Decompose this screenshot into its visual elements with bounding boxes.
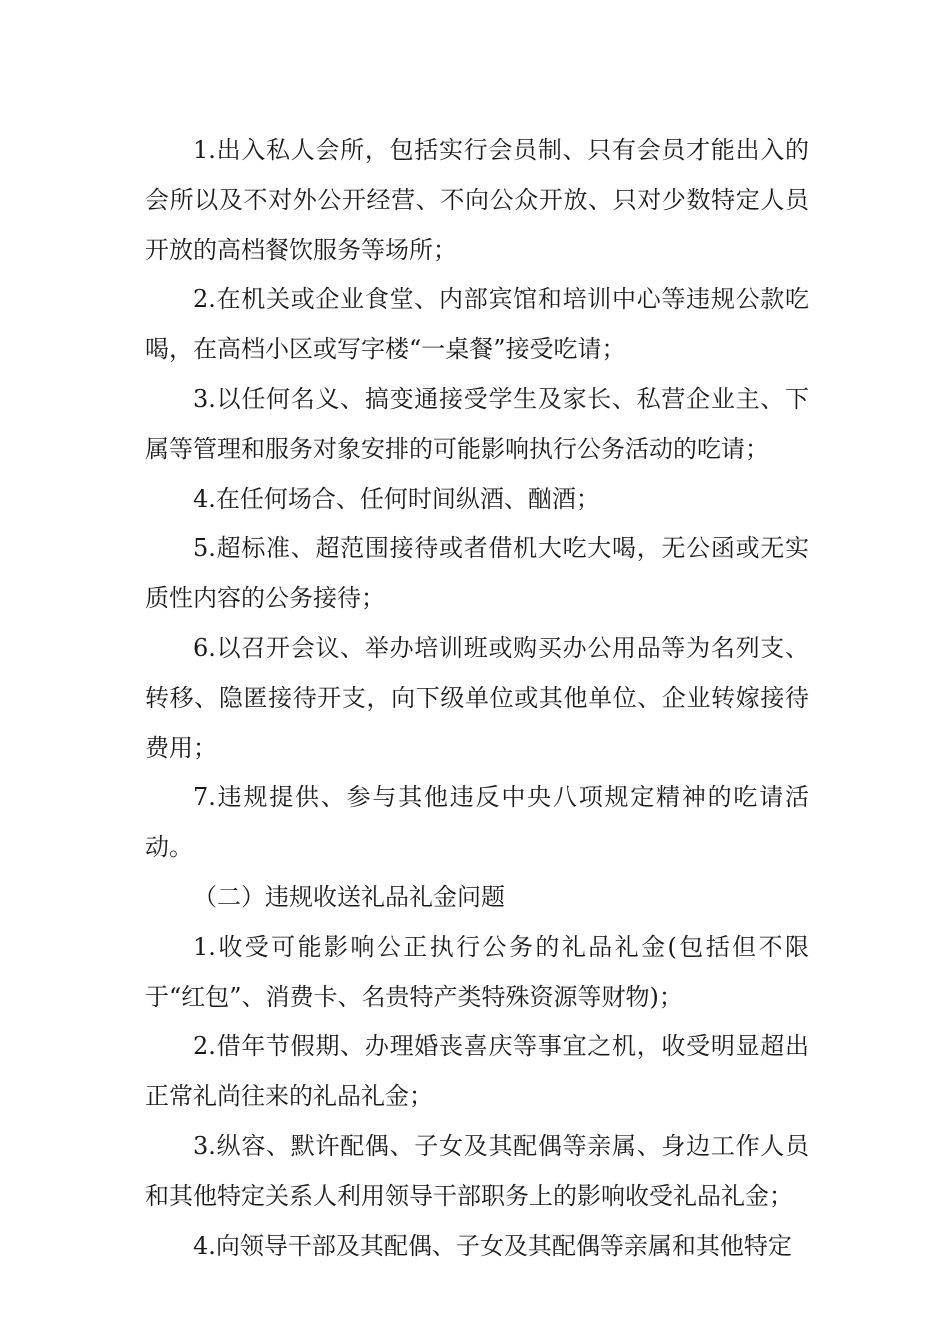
paragraph-4: 4.在任何场合、任何时间纵酒、酗酒； bbox=[193, 484, 600, 513]
paragraph-5: 5.超标准、超范围接待或者借机大吃大喝，无公函或无实质性内容的公务接待； bbox=[145, 534, 809, 613]
paragraph-10: 3.纵容、默许配偶、子女及其配偶等亲属、身边工作人员和其他特定关系人利用领导干部职务上的影响收受礼品礼金； bbox=[145, 1131, 809, 1210]
section-heading: （二）违规收送礼品礼金问题 bbox=[193, 882, 505, 911]
paragraph-6: 6.以召开会议、举办培训班或购买办公用品等为名列支、转移、隐匿接待开支，向下级单位或其他单位、企业转嫁接待费用； bbox=[145, 633, 809, 762]
paragraph-7: 7.违规提供、参与其他违反中央八项规定精神的吃请活动。 bbox=[145, 783, 809, 862]
document-body bbox=[145, 126, 809, 1271]
paragraph-11: 4.向领导干部及其配偶、子女及其配偶等亲属和其他特定 bbox=[193, 1231, 792, 1260]
paragraph-1: 1.出入私人会所，包括实行会员制、只有会员才能出入的会所以及不对外公开经营、不向公众开放、只对少数特定人员开放的高档餐饮服务等场所； bbox=[145, 136, 809, 264]
paragraph-3: 3.以任何名义、搞变通接受学生及家长、私营企业主、下属等管理和服务对象安排的可能影响执行公务活动的吃请； bbox=[145, 384, 809, 463]
paragraph-8: 1.收受可能影响公正执行公务的礼品礼金(包括但不限于“红包”、消费卡、名贵特产类特殊资源等财物)； bbox=[145, 932, 809, 1011]
paragraph-9: 2.借年节假期、办理婚丧喜庆等事宜之机，收受明显超出正常礼尚往来的礼品礼金； bbox=[145, 1032, 809, 1111]
paragraph-2: 2.在机关或企业食堂、内部宾馆和培训中心等违规公款吃喝，在高档小区或写字楼“一桌餐”接受吃请； bbox=[145, 285, 809, 364]
